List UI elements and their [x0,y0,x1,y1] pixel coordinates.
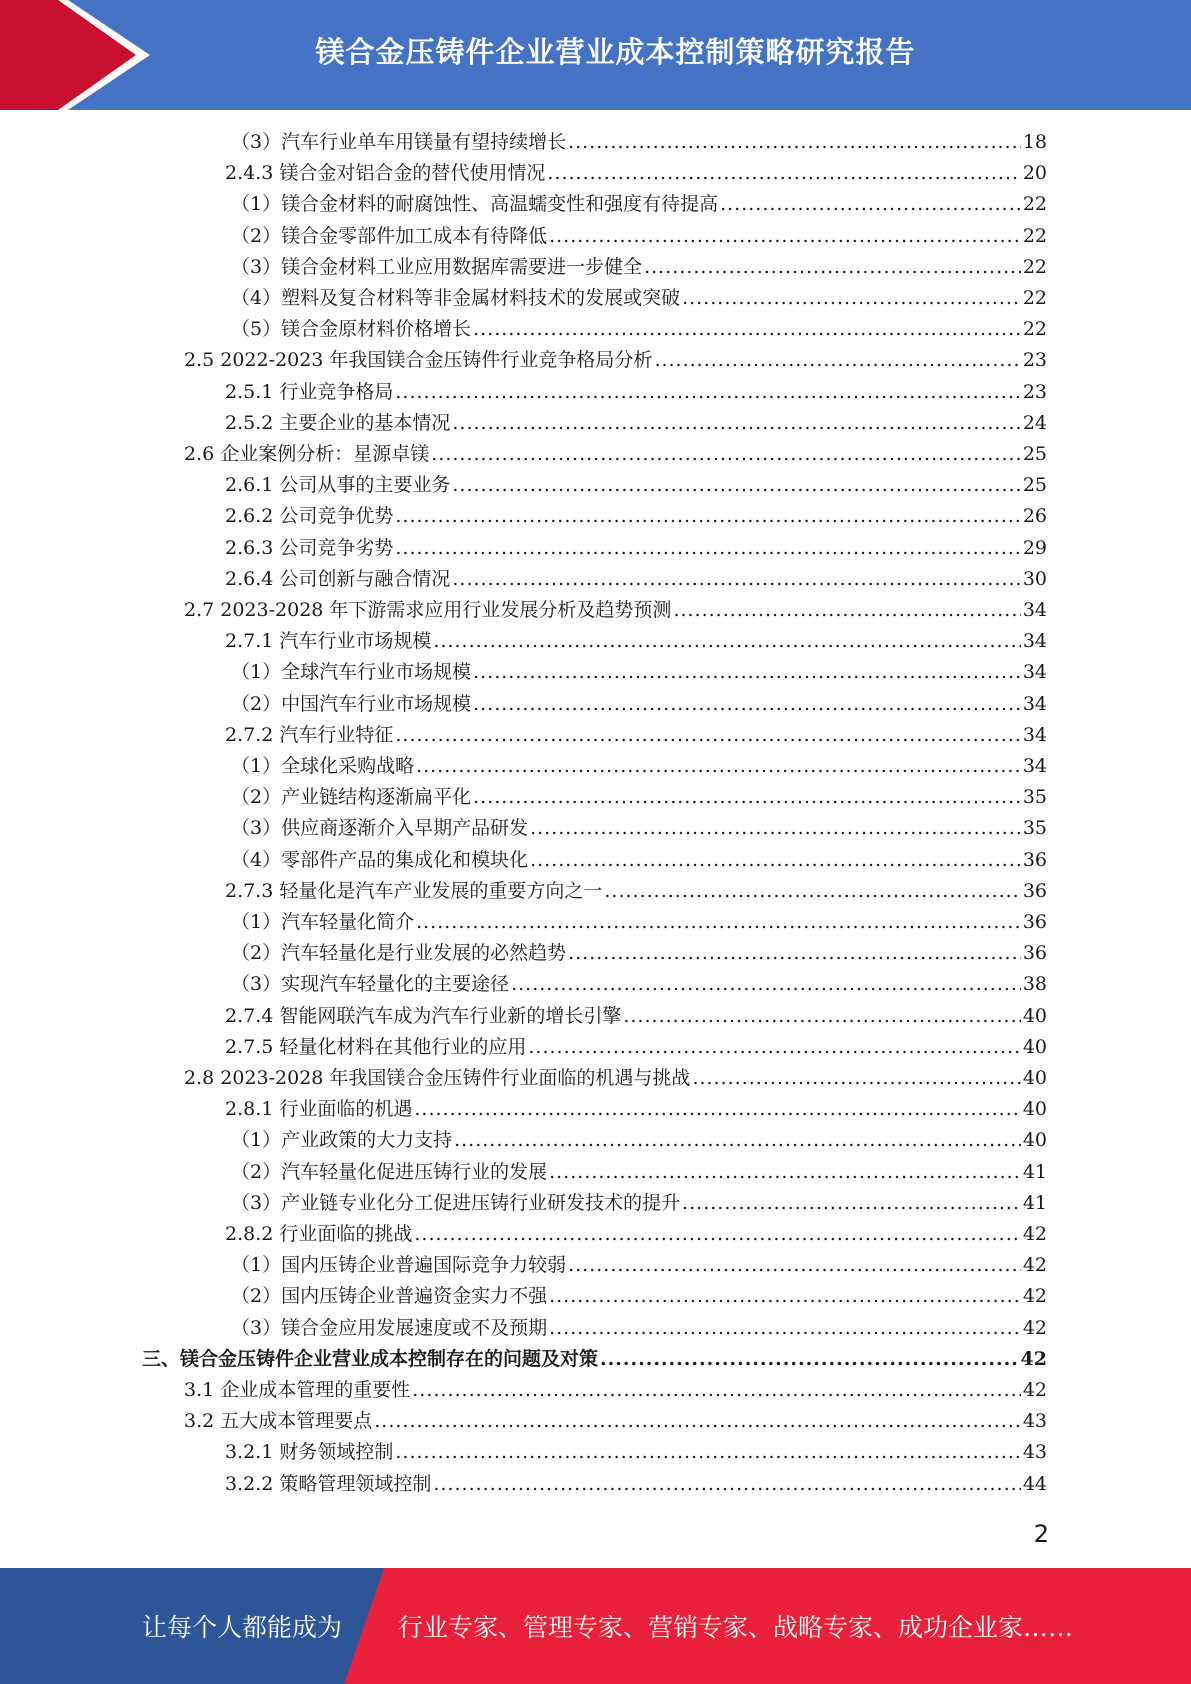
toc-entry-page: 22 [1022,287,1047,309]
toc-entry-title: 2.6 企业案例分析：星源卓镁 [184,443,430,465]
toc-entry-page: 40 [1022,1098,1047,1121]
toc-entry-page: 43 [1022,1441,1047,1464]
toc-entry-title: 2.6.4 公司创新与融合情况 [225,567,451,590]
toc-dot-leader [416,907,1021,938]
toc-entry-title: 2.5 2022-2023 年我国镁合金压铸件行业竞争格局分析 [184,349,653,372]
toc-dot-leader [549,1157,1021,1188]
toc-entry-page: 42 [1022,1223,1047,1245]
toc-entry-page: 36 [1022,848,1047,871]
toc-dot-leader [549,221,1021,252]
toc-dot-leader [454,1125,1021,1156]
toc-entry[interactable] [225,876,1047,907]
toc-dot-leader [511,969,1021,1000]
chevron-decoration-icon [0,0,160,110]
toc-entry-title: （2）汽车轻量化促进压铸行业的发展 [231,1160,548,1183]
toc-dot-leader [412,1375,1021,1406]
toc-entry-title: 2.4.3 镁合金对铝合金的替代使用情况 [225,162,546,185]
toc-entry-title: （1）国内压铸企业普遍国际竞争力较弱 [231,1254,567,1277]
toc-dot-leader [682,1188,1021,1219]
toc-entry-title: （4）零部件产品的集成化和模块化 [231,848,529,871]
toc-entry-page: 42 [1022,1285,1047,1308]
toc-entry[interactable] [231,938,1047,969]
toc-dot-leader [682,283,1021,314]
toc-dot-leader [530,845,1021,876]
toc-entry-page: 26 [1022,505,1047,528]
toc-entry[interactable] [231,813,1047,844]
toc-entry-title: 2.7 2023-2028 年下游需求应用行业发展分析及趋势预测 [184,599,672,621]
toc-entry-title: 2.7.1 汽车行业市场规模 [225,630,432,653]
toc-entry-page: 36 [1022,911,1047,933]
toc-entry[interactable] [231,1250,1047,1281]
toc-entry-title: （3）实现汽车轻量化的主要途径 [231,973,510,996]
toc-dot-leader [473,657,1021,688]
toc-entry[interactable] [231,782,1047,813]
toc-dot-leader [654,345,1020,376]
toc-dot-leader [473,782,1021,813]
toc-entry-title: 2.6.3 公司竞争劣势 [225,536,394,559]
toc-entry-title: 2.5.2 主要企业的基本情况 [225,411,451,434]
toc-entry-page: 36 [1022,879,1047,902]
toc-dot-leader [673,595,1020,626]
toc-entry[interactable] [231,845,1047,876]
toc-dot-leader [433,1469,1020,1500]
toc-entry-title: 2.8.1 行业面临的机遇 [225,1098,413,1121]
toc-dot-leader [473,314,1021,345]
toc-entry-title: （3）镁合金应用发展速度或不及预期 [231,1316,548,1339]
toc-entry-title: 3.2.1 财务领域控制 [225,1441,394,1464]
toc-entry-title: （3）供应商逐渐介入早期产品研发 [231,817,529,840]
toc-entry-title: （1）全球化采购战略 [231,755,415,777]
toc-dot-leader [433,626,1020,657]
toc-entry[interactable] [225,533,1047,564]
toc-dot-leader [416,751,1021,782]
toc-entry-page: 30 [1022,567,1047,590]
toc-dot-leader [395,720,1020,751]
toc-entry-title: （5）镁合金原材料价格增长 [231,318,472,341]
toc-entry-page: 24 [1022,411,1047,434]
toc-dot-leader [414,1094,1020,1125]
toc-entry-page: 41 [1022,1160,1047,1183]
toc-entry-title: 2.7.5 轻量化材料在其他行业的应用 [225,1035,527,1058]
toc-dot-leader [568,1250,1021,1281]
toc-entry-page: 22 [1022,193,1047,216]
toc-entry-page: 23 [1022,349,1047,372]
toc-entry-title: 2.8.2 行业面临的挑战 [225,1223,413,1245]
toc-entry-title: 2.7.3 轻量化是汽车产业发展的重要方向之一 [225,879,603,902]
toc-dot-leader [452,470,1020,501]
toc-entry-page: 22 [1022,318,1047,341]
toc-entry-title: （1）产业政策的大力支持 [231,1129,453,1152]
toc-entry[interactable] [142,1344,1047,1375]
toc-entry[interactable] [225,408,1047,439]
toc-entry[interactable] [184,439,1047,470]
toc-dot-leader [530,813,1021,844]
toc-entry[interactable] [184,595,1047,626]
toc-entry-title: 2.5.1 行业竞争格局 [225,380,394,403]
toc-entry[interactable] [231,252,1047,283]
toc-dot-leader [395,1437,1020,1468]
toc-entry-title: 三、镁合金压铸件企业营业成本控制存在的问题及对策 [142,1347,599,1370]
toc-entry[interactable] [225,1001,1047,1032]
toc-entry-page: 41 [1022,1191,1047,1214]
toc-entry-page: 35 [1022,817,1047,840]
toc-entry-page: 40 [1022,1035,1047,1058]
toc-dot-leader [395,533,1020,564]
toc-entry-title: 3.2.2 策略管理领域控制 [225,1472,432,1495]
toc-entry-title: 3.1 企业成本管理的重要性 [184,1379,411,1401]
toc-entry-title: 2.6.2 公司竞争优势 [225,505,394,528]
toc-entry-page: 36 [1022,942,1047,965]
toc-entry-title: （3）汽车行业单车用镁量有望持续增长 [231,131,567,153]
toc-dot-leader [414,1219,1020,1250]
toc-entry-title: （2）国内压铸企业普遍资金实力不强 [231,1285,548,1308]
toc-dot-leader [395,501,1020,532]
toc-entry[interactable] [231,127,1047,158]
toc-entry-title: （2）中国汽车行业市场规模 [231,692,472,715]
toc-entry-page: 38 [1022,973,1047,996]
toc-entry[interactable] [231,1313,1047,1344]
toc-dot-leader [452,408,1020,439]
toc-entry[interactable] [231,189,1047,220]
toc-entry-page: 23 [1022,380,1047,403]
toc-dot-leader [528,1032,1020,1063]
toc-entry[interactable] [231,907,1047,938]
toc-entry[interactable] [225,377,1047,408]
toc-entry-title: 2.8 2023-2028 年我国镁合金压铸件行业面临的机遇与挑战 [184,1067,691,1089]
toc-entry-title: （2）镁合金零部件加工成本有待降低 [231,224,548,247]
toc-entry[interactable] [231,1157,1047,1188]
toc-dot-leader [692,1063,1020,1094]
toc-dot-leader [549,1281,1021,1312]
toc-entry-page: 18 [1022,131,1047,153]
toc-dot-leader [568,938,1021,969]
toc-entry-page: 40 [1022,1067,1047,1089]
toc-entry-page: 22 [1022,255,1047,278]
toc-dot-leader [431,439,1021,470]
toc-entry[interactable] [225,626,1047,657]
toc-dot-leader [623,1001,1020,1032]
toc-dot-leader [547,158,1020,189]
toc-entry[interactable] [231,1188,1047,1219]
toc-entry-page: 40 [1022,1129,1047,1152]
toc-entry-page: 20 [1022,162,1047,185]
toc-entry-page: 34 [1022,599,1047,621]
toc-entry-page: 34 [1022,755,1047,777]
toc-entry[interactable] [231,689,1047,720]
toc-dot-leader [452,564,1020,595]
toc-entry[interactable] [184,1406,1047,1437]
toc-entry[interactable] [231,751,1047,782]
toc-entry-title: 2.6.1 公司从事的主要业务 [225,474,451,497]
toc-entry[interactable] [231,283,1047,314]
toc-entry-page: 42 [1022,1379,1047,1401]
toc-entry[interactable] [225,1469,1047,1500]
toc-entry-title: 3.2 五大成本管理要点 [184,1410,373,1433]
report-header [0,0,1191,110]
toc-entry-page: 42 [1022,1316,1047,1339]
toc-entry-page: 42 [1022,1254,1047,1277]
toc-entry-page: 29 [1022,536,1047,559]
toc-entry[interactable] [231,657,1047,688]
toc-entry[interactable] [225,1094,1047,1125]
toc-entry-title: （3）产业链专业化分工促进压铸行业研发技术的提升 [231,1191,681,1214]
toc-entry[interactable] [184,1375,1047,1406]
toc-entry-page: 34 [1022,692,1047,715]
toc-entry-page: 25 [1022,474,1047,497]
page-number: 2 [1033,1520,1049,1548]
toc-dot-leader [549,1313,1021,1344]
toc-entry-title: 2.7.2 汽车行业特征 [225,723,394,746]
toc-dot-leader [644,252,1021,283]
toc-dot-leader [374,1406,1021,1437]
toc-entry[interactable] [184,345,1047,376]
toc-entry-title: （3）镁合金材料工业应用数据库需要进一步健全 [231,255,643,278]
toc-entry[interactable] [225,1032,1047,1063]
toc-entry[interactable] [231,314,1047,345]
toc-entry[interactable] [225,470,1047,501]
toc-entry-title: 2.7.4 智能网联汽车成为汽车行业新的增长引擎 [225,1004,622,1027]
toc-dot-leader [395,377,1020,408]
toc-entry[interactable] [231,1125,1047,1156]
toc-entry-page: 43 [1022,1410,1047,1433]
toc-entry-page: 25 [1022,443,1047,465]
footer-slogan-right: 行业专家、管理专家、营销专家、战略专家、成功企业家…… [398,1613,1074,1642]
toc-entry-title: （1）镁合金材料的耐腐蚀性、高温蠕变性和强度有待提高 [231,193,719,216]
toc-entry-page: 35 [1022,786,1047,809]
toc-entry-title: （1）汽车轻量化简介 [231,911,415,933]
toc-entry[interactable] [225,1437,1047,1468]
toc-entry[interactable] [225,1219,1047,1250]
toc-dot-leader [473,689,1021,720]
toc-entry-page: 34 [1022,723,1047,746]
toc-entry[interactable] [231,1281,1047,1312]
toc-entry-title: （4）塑料及复合材料等非金属材料技术的发展或突破 [231,287,681,309]
toc-entry[interactable] [231,969,1047,1000]
toc-entry[interactable] [184,1063,1047,1094]
toc-entry-title: （1）全球汽车行业市场规模 [231,661,472,684]
toc-entry-page: 42 [1020,1347,1047,1370]
toc-entry-page: 34 [1022,630,1047,653]
toc-dot-leader [600,1344,1019,1375]
toc-entry-page: 34 [1022,661,1047,684]
toc-dot-leader [720,189,1021,220]
toc-entry[interactable] [225,720,1047,751]
footer-slogan-left: 让每个人都能成为 [142,1613,343,1642]
toc-entry-page: 22 [1022,224,1047,247]
toc-dot-leader [568,127,1021,158]
report-title: 镁合金压铸件企业营业成本控制策略研究报告 [315,35,916,69]
toc-entry-page: 44 [1022,1472,1047,1495]
toc-entry[interactable] [225,501,1047,532]
toc-entry[interactable] [225,564,1047,595]
toc-entry[interactable] [231,221,1047,252]
toc-entry[interactable] [225,158,1047,189]
report-footer [0,1568,1191,1684]
toc-entry-title: （2）产业链结构逐渐扁平化 [231,786,472,809]
toc-entry-page: 40 [1022,1004,1047,1027]
toc-dot-leader [604,876,1020,907]
toc-entry-title: （2）汽车轻量化是行业发展的必然趋势 [231,942,567,965]
